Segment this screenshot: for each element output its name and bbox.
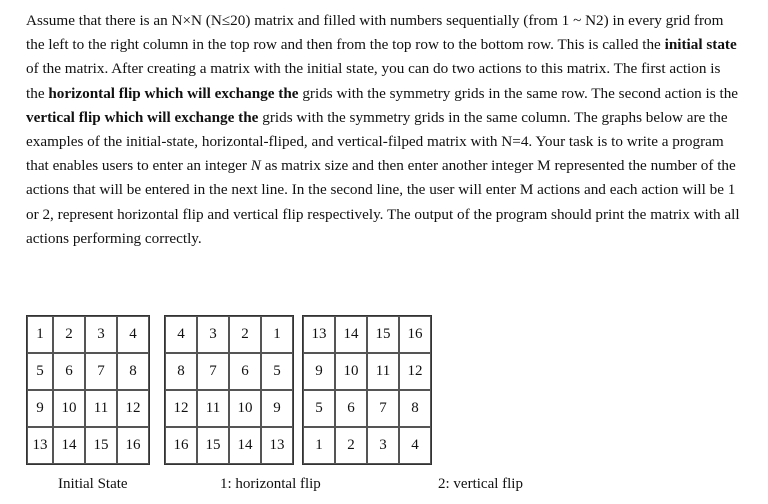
matrix-cell: 10 [335, 353, 367, 390]
matrix-cell: 1 [261, 316, 293, 353]
matrix-cell: 9 [27, 390, 53, 427]
matrix-cell: 3 [85, 316, 117, 353]
matrix-horizontal-flip [164, 315, 294, 465]
matrix-cell: 13 [261, 427, 293, 464]
matrix-cell: 15 [85, 427, 117, 464]
matrix-cell: 12 [165, 390, 197, 427]
matrix-cell: 16 [399, 316, 431, 353]
bold-phrase: initial state [664, 36, 737, 54]
matrix-cell: 14 [53, 427, 85, 464]
matrix-cell: 6 [335, 390, 367, 427]
matrix-cell: 8 [399, 390, 431, 427]
matrix-row [165, 390, 293, 427]
matrix-row [27, 353, 149, 390]
matrix-cell: 7 [197, 353, 229, 390]
bold-phrase: vertical flip which will exchange the [26, 108, 259, 126]
matrix-cell: 4 [399, 427, 431, 464]
caption-vertical-flip: 2: vertical flip [438, 476, 523, 492]
matrix-row [303, 316, 431, 353]
matrix-cell: 16 [117, 427, 149, 464]
matrix-cell: 2 [229, 316, 261, 353]
matrix-row [165, 427, 293, 464]
matrix-cell: 11 [197, 390, 229, 427]
matrix-row [303, 353, 431, 390]
text-segment: grids with the symmetry grids in the same column. The graphs below are the examples of the initial-state, horizontal-fliped, and vertical-filped matrix with N=4. Your task is to write a program that enables users to enter an integer [26, 108, 728, 175]
matrix-cell: 13 [27, 427, 53, 464]
bold-phrase: horizontal flip which will exchange the [48, 84, 299, 102]
matrix-initial-state [26, 315, 150, 465]
caption-initial-state: Initial State [58, 476, 128, 492]
matrix-cell: 10 [229, 390, 261, 427]
matrix-cell: 13 [303, 316, 335, 353]
caption-horizontal-flip: 1: horizontal flip [220, 476, 321, 492]
text-segment: as matrix size and then enter another integer M represented the number of the actions that will be entered in the next line. In the second line, the user will enter M actions and each action will be 1 or 2, represent horizontal flip and vertical flip respectively. The output of the program should print the matrix with all actions performing correctly. [26, 157, 740, 247]
matrix-cell: 3 [197, 316, 229, 353]
matrix-row [27, 390, 149, 427]
text-segment: of the matrix. After creating a matrix with the initial state, you can do two actions to this matrix. The first action is the [26, 60, 721, 102]
matrix-cell: 10 [53, 390, 85, 427]
matrix-cell: 8 [117, 353, 149, 390]
matrix-cell: 3 [367, 427, 399, 464]
matrix-cell: 4 [165, 316, 197, 353]
italic-variable: N [250, 157, 261, 175]
matrix-cell: 2 [53, 316, 85, 353]
matrix-cell: 14 [229, 427, 261, 464]
matrix-cell: 4 [117, 316, 149, 353]
matrix-row [27, 316, 149, 353]
matrix-cell: 11 [367, 353, 399, 390]
matrix-cell: 15 [197, 427, 229, 464]
matrix-cell: 15 [367, 316, 399, 353]
matrix-cell: 8 [165, 353, 197, 390]
matrix-row [303, 427, 431, 464]
matrix-cell: 14 [335, 316, 367, 353]
matrix-row [303, 390, 431, 427]
text-segment: grids with the symmetry grids in the same row. The second action is the [298, 84, 739, 102]
matrix-cell: 6 [229, 353, 261, 390]
matrix-cell: 5 [27, 353, 53, 390]
matrix-cell: 7 [367, 390, 399, 427]
matrix-vertical-flip [302, 315, 432, 465]
matrix-cell: 16 [165, 427, 197, 464]
matrix-cell: 1 [303, 427, 335, 464]
matrix-row [165, 316, 293, 353]
text-segment: Assume that there is an N×N (N≤20) matrix and filled with numbers sequentially (from 1 ~ N2) in every grid from the left to the right column in the top row and then from the top row to the bottom row. This is called the [26, 12, 724, 54]
problem-statement [26, 9, 742, 251]
matrix-cell: 12 [117, 390, 149, 427]
matrix-cell: 11 [85, 390, 117, 427]
matrix-cell: 9 [261, 390, 293, 427]
matrix-cell: 2 [335, 427, 367, 464]
matrix-cell: 9 [303, 353, 335, 390]
matrix-row [27, 427, 149, 464]
matrix-cell: 6 [53, 353, 85, 390]
matrix-cell: 7 [85, 353, 117, 390]
matrix-cell: 1 [27, 316, 53, 353]
matrix-cell: 5 [303, 390, 335, 427]
matrix-cell: 12 [399, 353, 431, 390]
matrix-row [165, 353, 293, 390]
matrix-cell: 5 [261, 353, 293, 390]
